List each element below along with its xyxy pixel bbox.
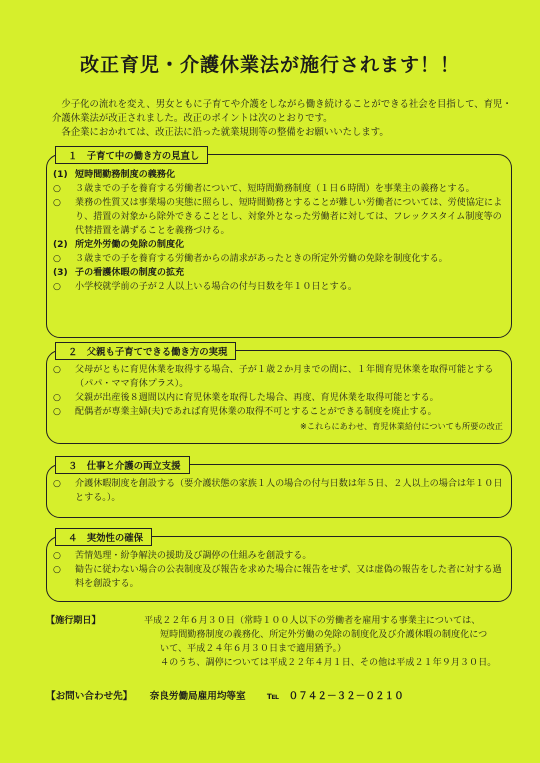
section-body <box>53 549 503 591</box>
list-item: ○ 父親が出産後８週間以内に育児休業を取得した場合、再度、育児休業を取得可能とする。 <box>53 393 439 403</box>
page-title: 改正育児・介護休業法が施行されます！！ <box>79 54 460 76</box>
section-header: １ 子育て中の働き方の見直し <box>55 146 208 164</box>
effective-date-line: 平成２２年６月３０日（常時１００人以下の労働者を雇用する事業主については、 <box>144 616 481 626</box>
bullet-icon: ○ <box>53 565 61 575</box>
list-item: ○ 苦情処理・紛争解決の援助及び調停の仕組みを創設する。 <box>53 551 312 561</box>
effective-date-line: ４のうち、調停については平成２２年４月１日、その他は平成２１年９月３０日。 <box>160 658 497 668</box>
effective-date-block <box>46 614 516 670</box>
contact-office: 奈良労働局雇用均等室 <box>149 691 246 702</box>
item-heading: (2) 所定外労働の免除の制度化 <box>53 240 185 250</box>
section-nursing-care <box>46 461 512 518</box>
section-fathers <box>46 347 512 444</box>
footnote: ※これらにあわせ、育児休業給付についても所要の改正 <box>300 421 503 431</box>
contact-block <box>46 688 516 702</box>
section-header: ２ 父親も子育てできる働き方の実現 <box>55 342 236 360</box>
effective-date-label: 【施行期日】 <box>46 616 101 626</box>
list-item: ○ ３歳までの子を養育する労働者について、短時間勤務制度（１日６時間）を事業主の義務とする。 <box>53 184 475 194</box>
phone-icon: ℡ <box>266 691 280 702</box>
bullet-icon: ○ <box>53 184 61 194</box>
intro-line: 少子化の流れを変え、男女ともに子育てや介護をしながら働き続けることができる社会を目指して、育児・介護休業法が改正されました。改正のポイントは次のとおりです。 <box>52 99 512 124</box>
section-body <box>53 477 503 505</box>
bullet-icon: ○ <box>53 282 61 292</box>
effective-date-line: 短時間勤務制度の義務化、所定外労働の免除の制度化及び介護休暇の制度化につ <box>160 630 488 640</box>
list-item: ○ 勧告に従わない場合の公表制度及び報告を求めた場合に報告をせず、又は虚偽の報告をした者に対する過料を創設する。 <box>53 565 502 589</box>
section-childcare <box>46 151 512 338</box>
bullet-icon: ○ <box>53 479 61 489</box>
bullet-icon: ○ <box>53 198 61 208</box>
contact-phone: ０７４２－３２－０２１０ <box>288 691 404 702</box>
bullet-icon: ○ <box>53 551 61 561</box>
section-effectiveness <box>46 533 512 602</box>
list-item: ○ 介護休暇制度を創設する（要介護状態の家族１人の場合の付与日数は年５日、２人以上の場合は年１０日とする。）。 <box>53 479 503 503</box>
list-item: ○ 父母がともに育児休業を取得する場合、子が１歳２か月までの間に、１年間育児休業を取得可能とする（パパ・ママ育休プラス）。 <box>53 365 494 389</box>
intro-line: 各企業におかれては、改正法に沿った就業規則等の整備をお願いいたします。 <box>61 127 389 138</box>
bullet-icon: ○ <box>53 254 61 264</box>
bullet-icon: ○ <box>53 393 61 403</box>
effective-date-line: いて、平成２４年６月３０日まで適用猶予。） <box>160 644 347 654</box>
list-item: ○ 小学校就学前の子が２人以上いる場合の付与日数を年１０日とする。 <box>53 282 357 292</box>
item-heading: (3) 子の看護休暇の制度の拡充 <box>53 268 185 278</box>
section-body <box>53 168 503 294</box>
contact-label: 【お問い合わせ先】 <box>46 691 133 702</box>
section-header: ４ 実効性の確保 <box>55 528 152 546</box>
list-item: ○ ３歳までの子を養育する労働者からの請求があったときの所定外労働の免除を制度化する。 <box>53 254 448 264</box>
section-header: ３ 仕事と介護の両立支援 <box>55 456 190 474</box>
item-heading: (1) 短時間勤務制度の義務化 <box>53 170 176 180</box>
list-item: ○ 配偶者が専業主婦(夫)であれば育児休業の取得不可とすることができる制度を廃止する。 <box>53 407 437 417</box>
bullet-icon: ○ <box>53 365 61 375</box>
bullet-icon: ○ <box>53 407 61 417</box>
section-body <box>53 363 503 433</box>
list-item: ○ 業務の性質又は事業場の実態に照らし、短時間勤務とすることが難しい労働者については、労使協定により、措置の対象から除外できることとし、対象外となった労働者に対しては、フレックスタイム制度等の代替措置を講ずることを義務づける。 <box>53 198 503 236</box>
intro-paragraph <box>52 98 512 140</box>
